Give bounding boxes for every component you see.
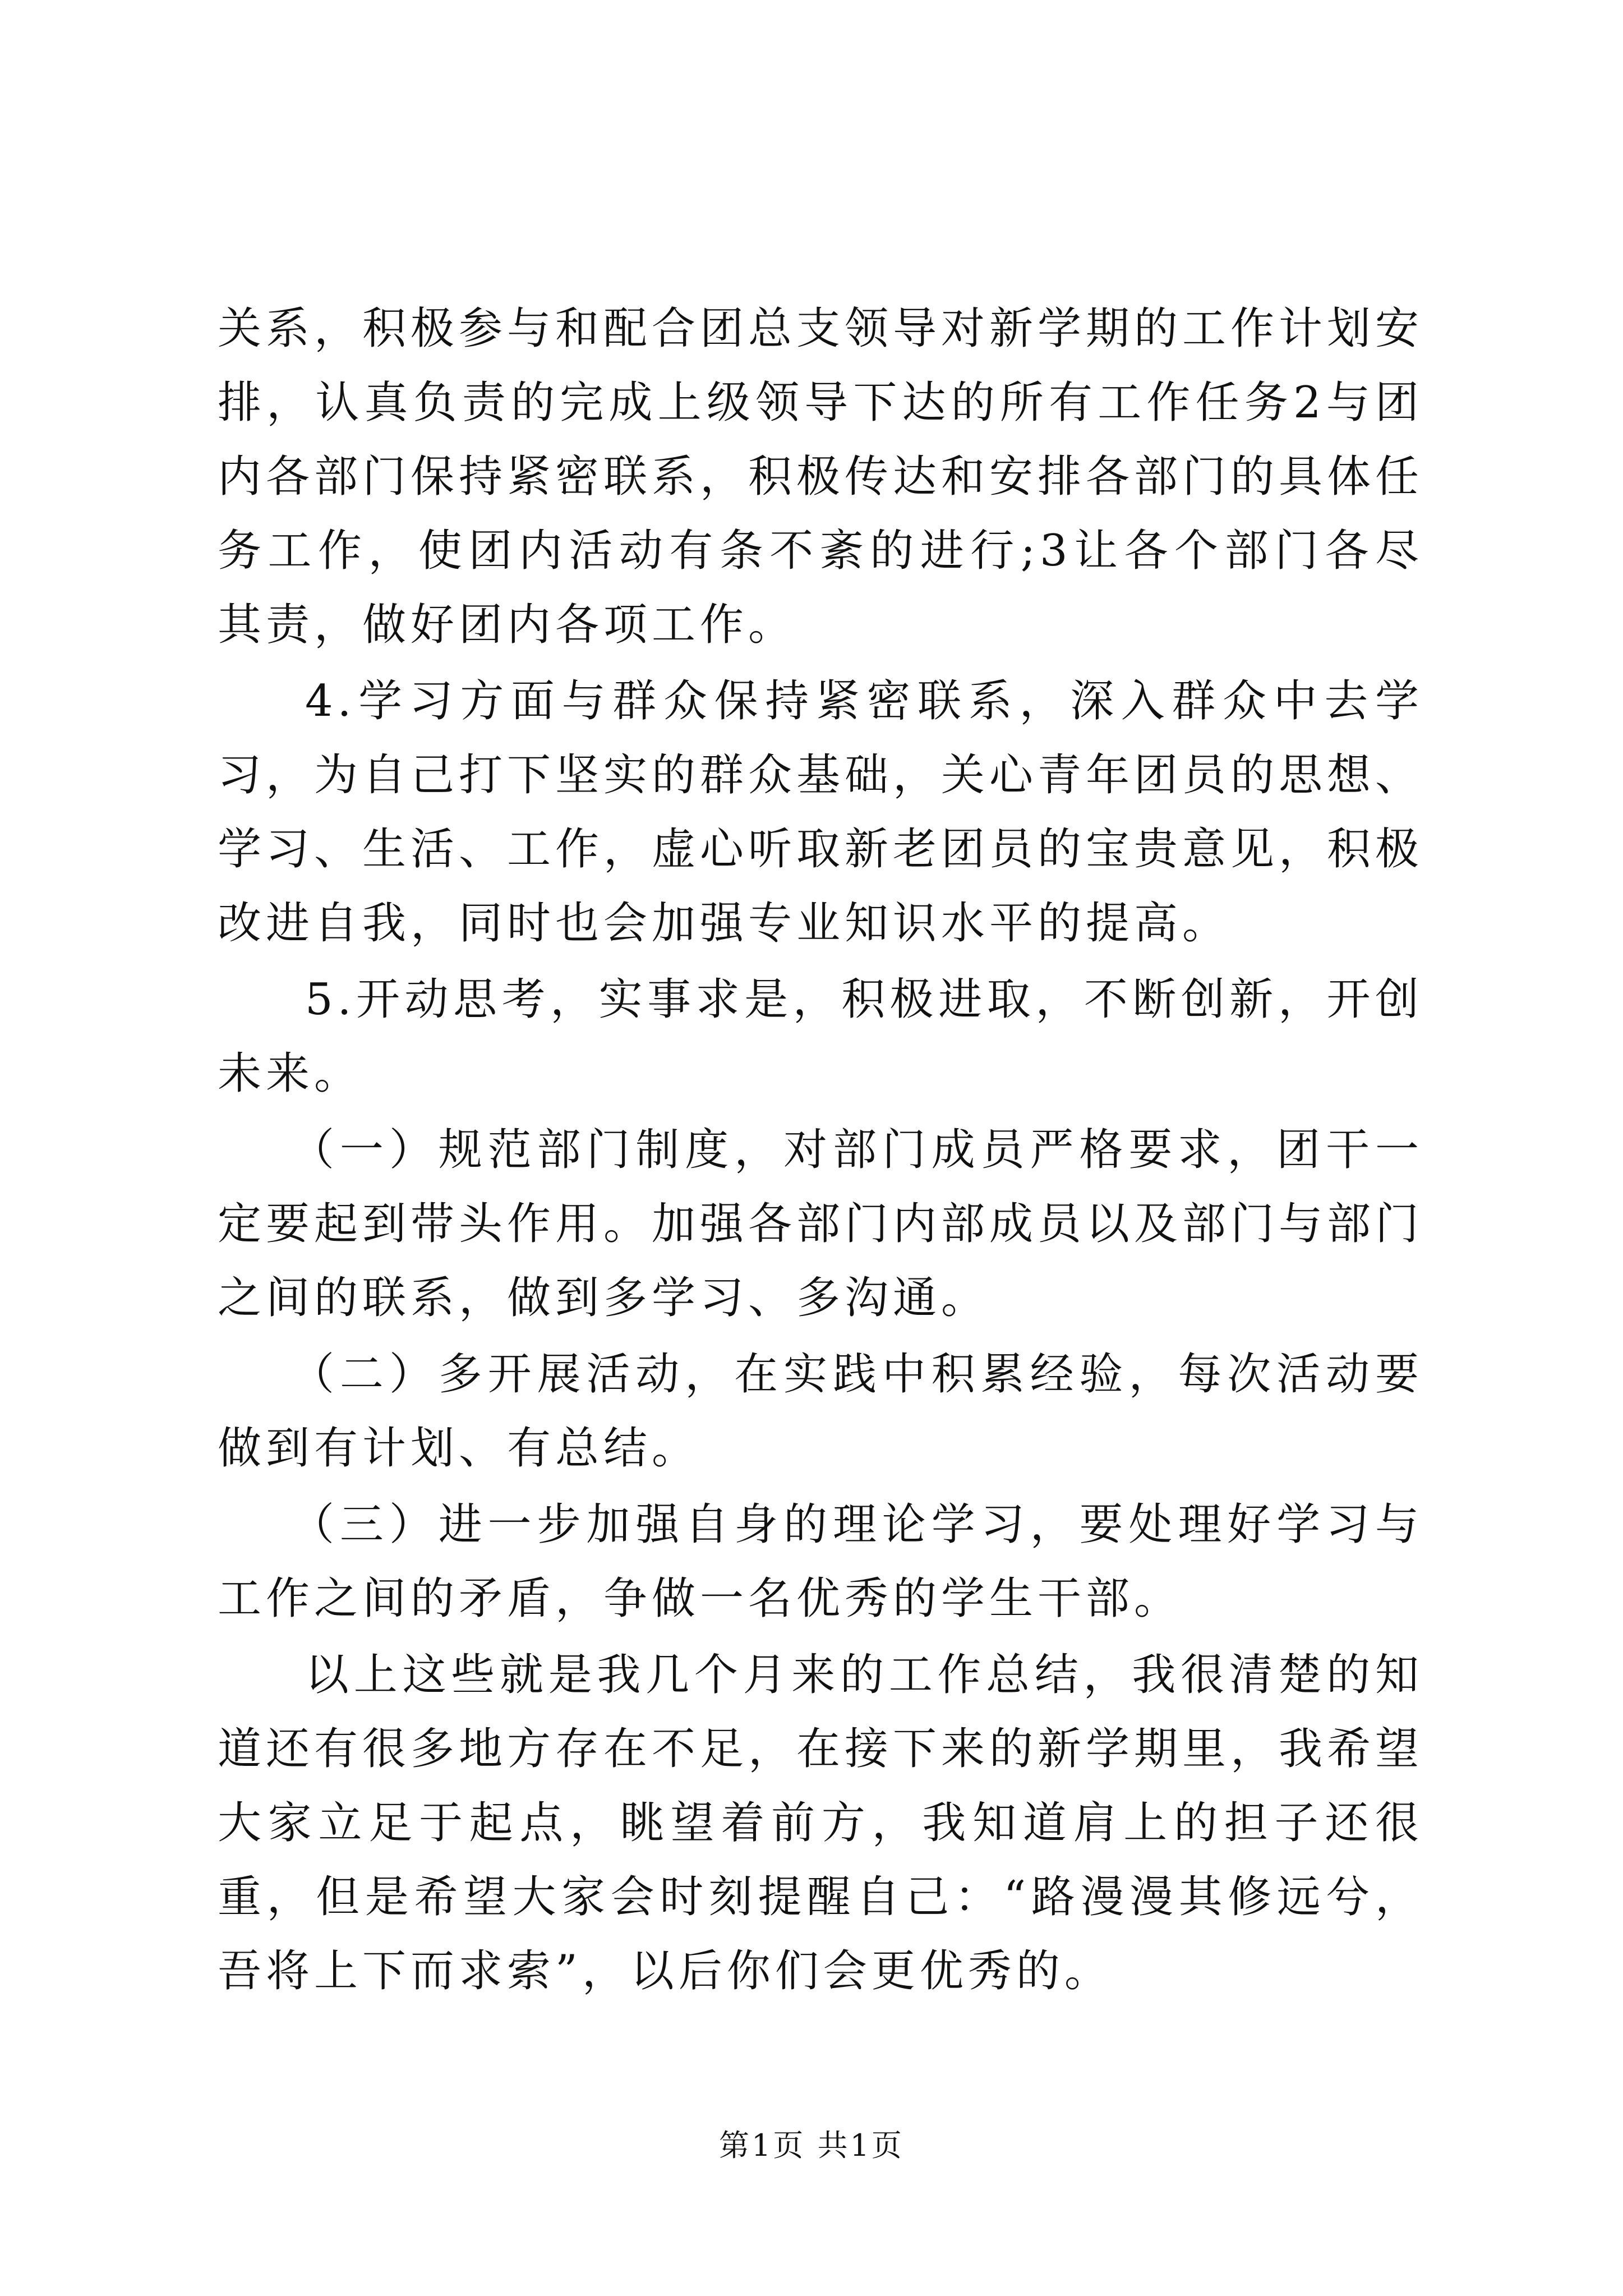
paragraph-continued-work-relations: 关系，积极参与和配合团总支领导对新学期的工作计划安排，认真负责的完成上级领导下达的所有工作任务2与团内各部门保持紧密联系，积极传达和安排各部门的具体任务工作，使团内活动有条不紊的进行;3让各个部门各尽其责，做好团内各项工作。 bbox=[218, 303, 1424, 650]
document-body bbox=[218, 292, 1423, 2010]
paragraph-study-aspect: 4.学习方面与群众保持紧密联系，深入群众中去学习，为自己打下坚实的群众基础，关心青年团员的思想、学习、生活、工作，虚心听取新老团员的宝贵意见，积极改进自我，同时也会加强专业知识水平的提高。 bbox=[218, 676, 1424, 949]
paragraph-item-three: （三）进一步加强自身的理论学习，要处理好学习与工作之间的矛盾，争做一名优秀的学生干部。 bbox=[218, 1499, 1423, 1624]
paragraph-item-one: （一）规范部门制度，对部门成员严格要求，团干一定要起到带头作用。加强各部门内部成员以及部门与部门之间的联系，做到多学习、多沟通。 bbox=[218, 1125, 1424, 1323]
paragraph-conclusion: 以上这些就是我几个月来的工作总结，我很清楚的知道还有很多地方存在不足，在接下来的新学期里，我希望大家立足于起点，眺望着前方，我知道肩上的担子还很重，但是希望大家会时刻提醒自己：“路漫漫其修远兮，吾将上下而求索”，以后你们会更优秀的。 bbox=[218, 1650, 1424, 1996]
page-number-footer: 第1页 共1页 bbox=[719, 2128, 904, 2163]
paragraph-item-two: （二）多开展活动，在实践中积累经验，每次活动要做到有计划、有总结。 bbox=[218, 1349, 1423, 1474]
paragraph-active-thinking: 5.开动思考，实事求是，积极进取，不断创新，开创未来。 bbox=[218, 974, 1423, 1099]
